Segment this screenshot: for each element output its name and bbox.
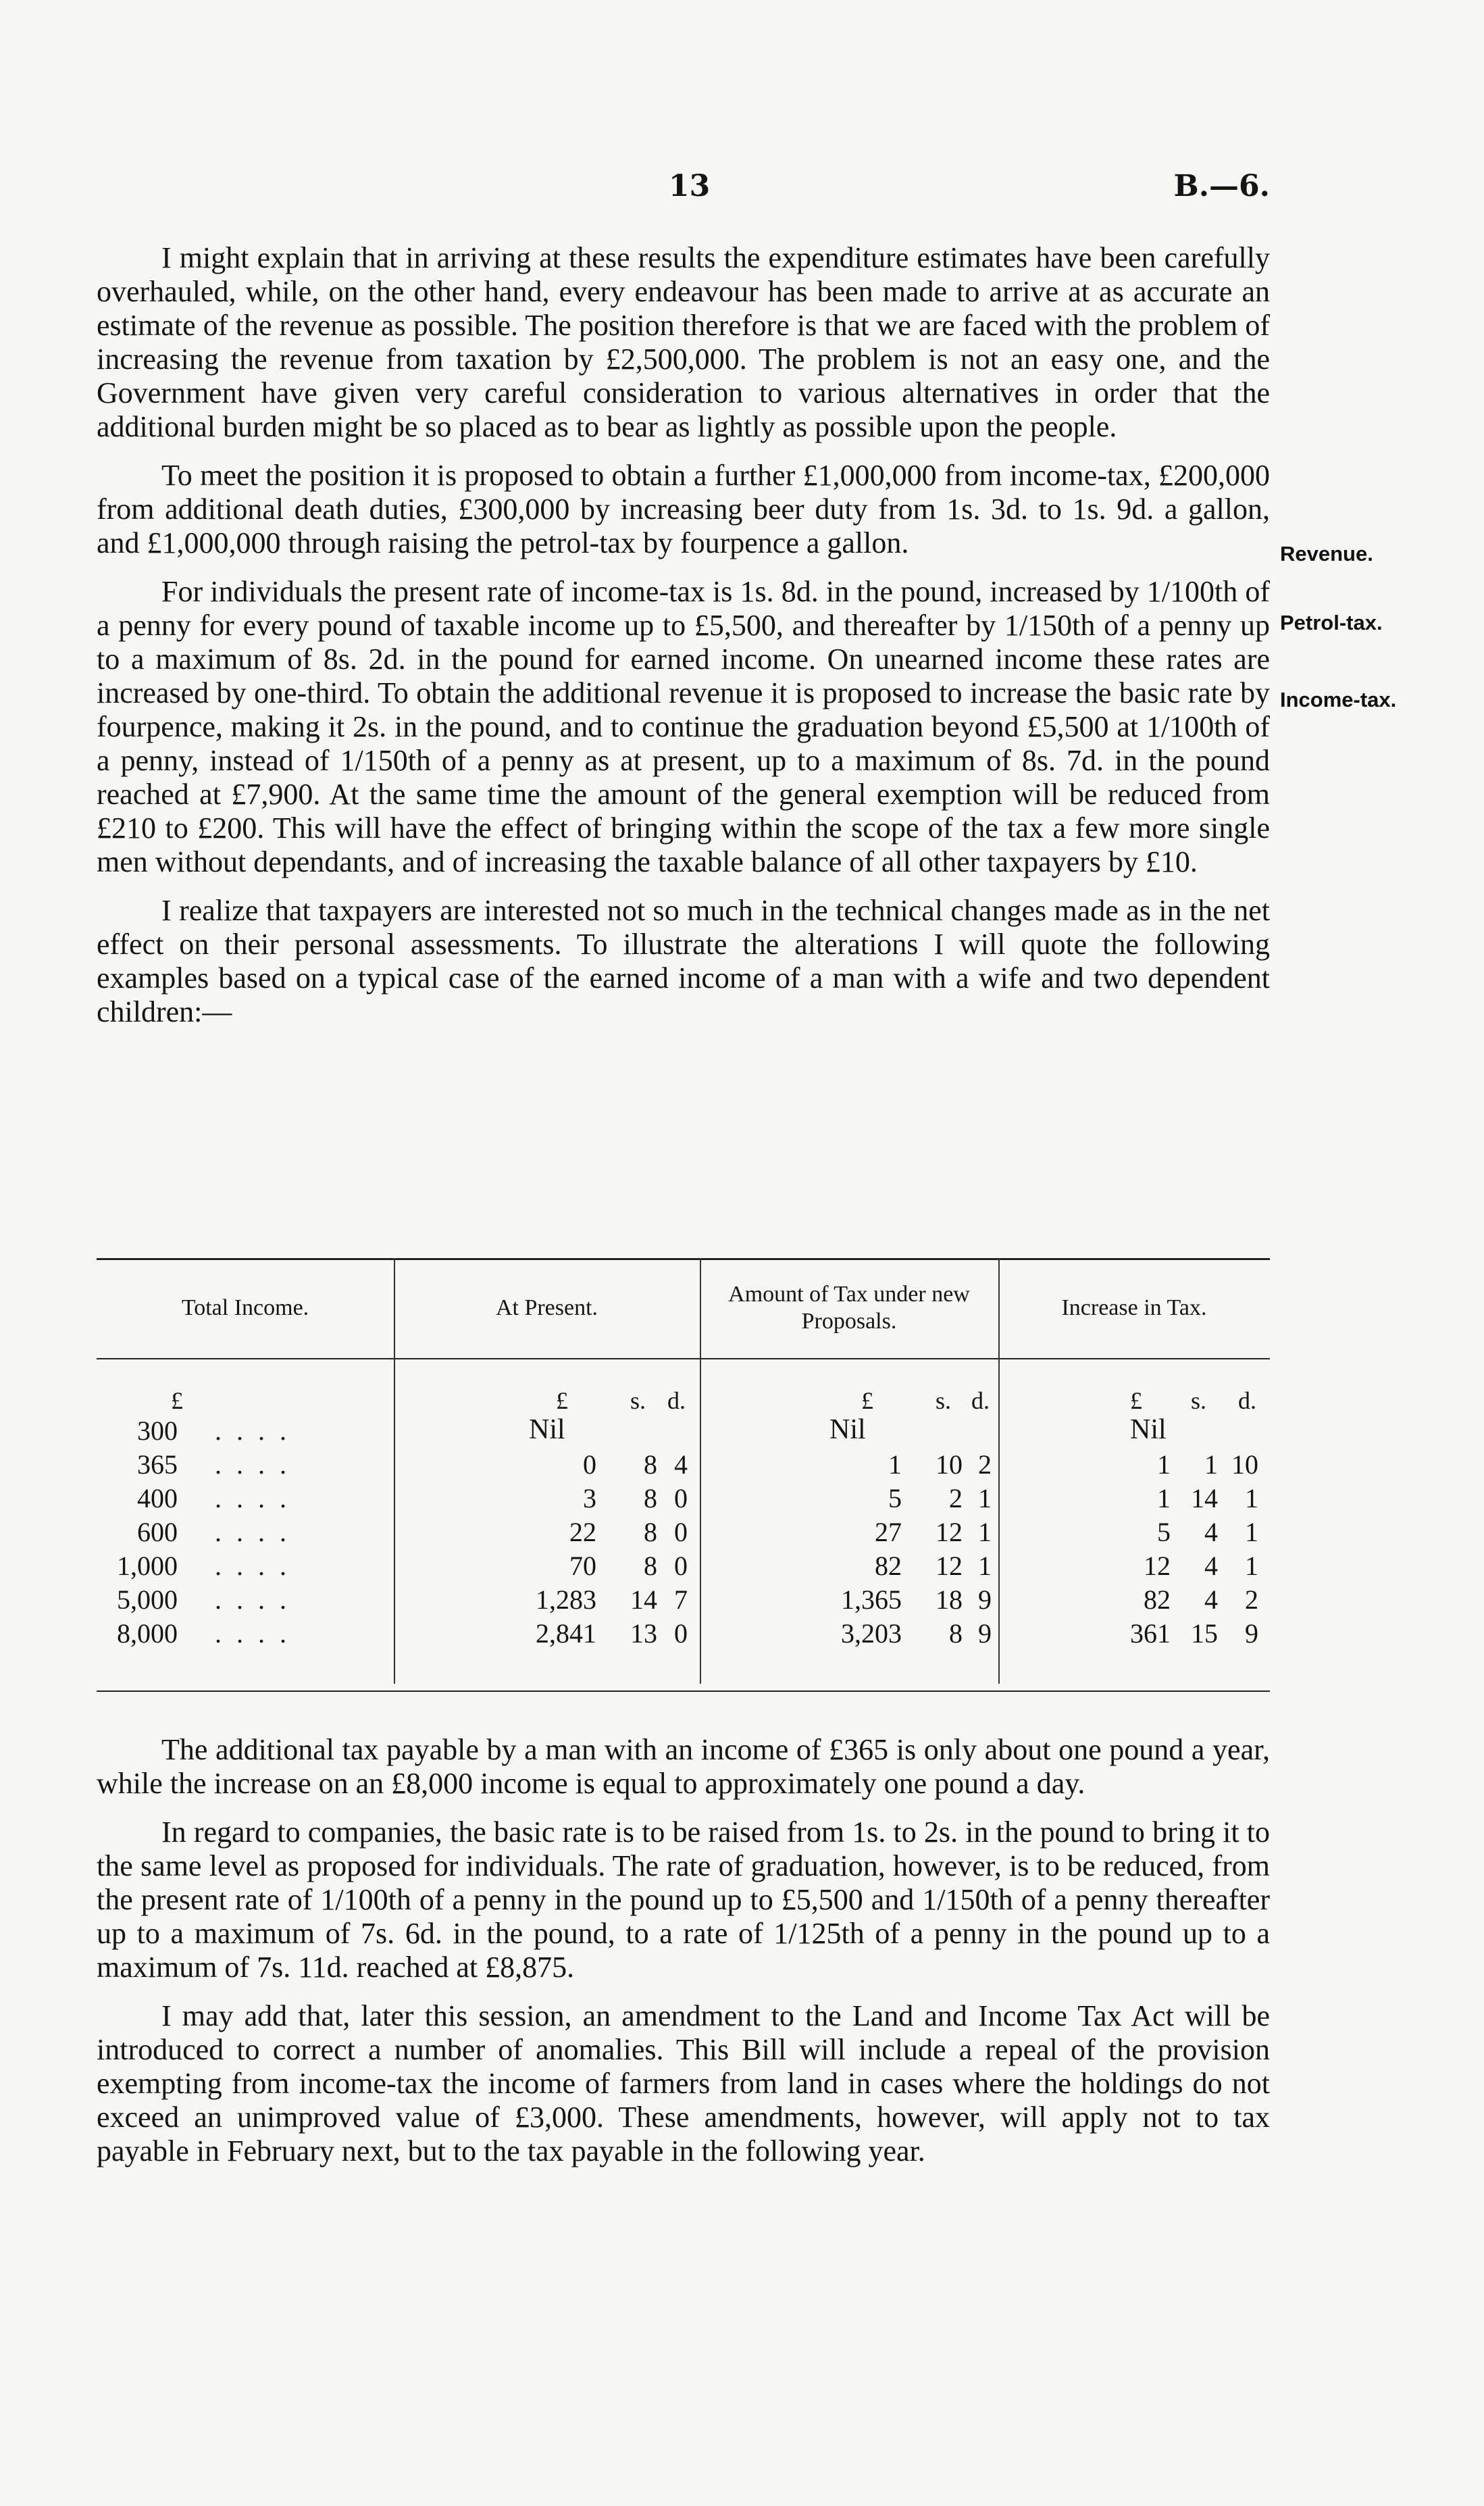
paragraph-revenue-proposals: To meet the position it is proposed to obtain a further £1,000,000 from income-tax, £200,000 from additional death duties, £300,000 by increasing beer duty from 1s. 3d. to 1s. 9d. a gallon, and £1,000,000 through raising the petrol-tax by fourpence a gallon. <box>97 459 1270 559</box>
proposed-shillings: 8 <box>949 1618 963 1649</box>
increase-nil: Nil <box>1130 1414 1167 1445</box>
header-new-proposals: Amount of Tax under new Proposals. <box>728 1282 970 1334</box>
paragraph-amendments: I may add that, later this session, an amendment to the Land and Income Tax Act will be introduced to correct a number of anomalies. This Bill will include a repeal of the provision exempting from income-tax the income of farmers from land in cases where the holdings do not exceed an unimproved value of £3,000. These amendments, however, will apply not to tax payable in February next, but to the tax payable in the following year. <box>97 1999 1270 2167</box>
header-at-present: At Present. <box>495 1295 598 1320</box>
increase-unit-shillings: s. <box>1191 1387 1207 1414</box>
increase-pounds: 1 <box>1157 1483 1171 1513</box>
present-pence: 4 <box>674 1449 688 1480</box>
income-value: 5,000 <box>117 1584 178 1615</box>
present-unit-pence: d. <box>667 1387 686 1414</box>
page-number: 13 <box>669 169 711 203</box>
page-header <box>101 169 1270 209</box>
increase-pounds: 12 <box>1144 1551 1171 1581</box>
present-pence: 0 <box>674 1551 688 1581</box>
paragraph-examples-intro: I realize that taxpayers are interested not so much in the technical changes made as in the net effect on their personal assessments. To illustrate the alterations I will quote the following examples based on a typical case of the earned income of a man with a wife and two dependent children:— <box>97 894 1270 1028</box>
present-pounds: 1,283 <box>536 1584 596 1615</box>
income-value: 400 <box>137 1483 178 1513</box>
increase-pounds: 1 <box>1157 1449 1171 1480</box>
income-unit-pound: £ <box>171 1387 183 1414</box>
proposed-unit-shillings: s. <box>936 1387 952 1414</box>
proposed-shillings: 10 <box>936 1449 963 1480</box>
increase-shillings: 1 <box>1204 1449 1218 1480</box>
margin-note-income-tax: Income-tax. <box>1280 688 1397 711</box>
income-value: 600 <box>137 1517 178 1547</box>
proposed-shillings: 12 <box>936 1551 963 1581</box>
present-unit-pounds: £ <box>556 1387 568 1414</box>
margin-note-petrol-tax: Petrol-tax. <box>1280 611 1383 634</box>
present-pounds: 2,841 <box>536 1618 596 1649</box>
increase-pence: 1 <box>1245 1483 1258 1513</box>
proposed-pence: 2 <box>978 1449 992 1480</box>
proposed-pounds: 27 <box>875 1517 902 1547</box>
proposed-pounds: 82 <box>875 1551 902 1581</box>
proposed-pounds: 1,365 <box>841 1584 902 1615</box>
proposed-unit-pounds: £ <box>861 1387 873 1414</box>
body-lower <box>97 1733 1270 2183</box>
paragraph-companies: In regard to companies, the basic rate is to be raised from 1s. to 2s. in the pound to bring it to the same level as proposed for individuals. The rate of graduation, however, is to be reduced, from the present rate of 1/100th of a penny in the pound up to £5,500 and 1/150th of a penny thereafter up to a maximum of 7s. 6d. in the pound, to a rate of 1/125th of a penny in the pound up to a maximum of 7s. 11d. reached at £8,875. <box>97 1815 1270 1984</box>
increase-shillings: 4 <box>1204 1517 1218 1547</box>
header-increase: Increase in Tax. <box>1061 1295 1207 1320</box>
leader-dots: . . . . <box>215 1584 290 1615</box>
body-upper <box>97 241 1270 1044</box>
proposed-pounds: 3,203 <box>841 1618 902 1649</box>
increase-shillings: 4 <box>1204 1551 1218 1581</box>
present-shillings: 14 <box>630 1584 657 1615</box>
increase-pounds: 5 <box>1157 1517 1171 1547</box>
leader-dots: . . . . <box>215 1618 290 1649</box>
increase-pence: 2 <box>1245 1584 1258 1615</box>
proposed-shillings: 2 <box>949 1483 963 1513</box>
present-pounds: 0 <box>583 1449 596 1480</box>
increase-shillings: 4 <box>1204 1584 1218 1615</box>
paragraph-expenditure: I might explain that in arriving at these results the expenditure estimates have been carefully overhauled, while, on the other hand, every endeavour has been made to arrive at as accurate an estimate of the revenue as possible. The position therefore is that we are faced with the problem of increasing the revenue from taxation by £2,500,000. The problem is not an easy one, and the Government have given very careful consideration to various alternatives in order that the additional burden might be so placed as to bear as lightly as possible upon the people. <box>97 241 1270 443</box>
present-pence: 0 <box>674 1483 688 1513</box>
table-header-rule <box>97 1358 1270 1359</box>
income-value: 8,000 <box>117 1618 178 1649</box>
present-unit-shillings: s. <box>630 1387 646 1414</box>
present-pence: 7 <box>674 1584 688 1615</box>
leader-dots: . . . . <box>215 1415 290 1446</box>
increase-pence: 1 <box>1245 1517 1258 1547</box>
income-value: 1,000 <box>117 1551 178 1581</box>
proposed-pence: 1 <box>978 1517 992 1547</box>
present-nil: Nil <box>529 1414 565 1445</box>
present-shillings: 8 <box>644 1517 657 1547</box>
present-shillings: 8 <box>644 1551 657 1581</box>
income-value: 300 <box>137 1415 178 1446</box>
leader-dots: . . . . <box>215 1551 290 1581</box>
increase-shillings: 14 <box>1191 1483 1218 1513</box>
proposed-pence: 9 <box>978 1584 992 1615</box>
increase-pence: 9 <box>1245 1618 1258 1649</box>
present-pounds: 70 <box>569 1551 596 1581</box>
proposed-shillings: 12 <box>936 1517 963 1547</box>
proposed-pounds: 5 <box>888 1483 902 1513</box>
income-value: 365 <box>137 1449 178 1480</box>
document-code: B.—6. <box>1173 169 1270 203</box>
leader-dots: . . . . <box>215 1449 290 1480</box>
proposed-unit-pence: d. <box>971 1387 990 1414</box>
header-total-income: Total Income. <box>181 1295 309 1320</box>
increase-pence: 10 <box>1231 1449 1258 1480</box>
present-pence: 0 <box>674 1618 688 1649</box>
present-shillings: 13 <box>630 1618 657 1649</box>
proposed-pence: 1 <box>978 1551 992 1581</box>
increase-shillings: 15 <box>1191 1618 1218 1649</box>
paragraph-income-tax-rates: For individuals the present rate of income-tax is 1s. 8d. in the pound, increased by 1/100th of a penny for every pound of taxable income up to £5,500, and thereafter by 1/150th of a penny up to a maximum of 8s. 2d. in the pound for earned income. On unearned income these rates are increased by one-third. To obtain the additional revenue it is proposed to increase the basic rate by fourpence, making it 2s. in the pound, and to continue the graduation beyond £5,500 at 1/100th of a penny, instead of 1/150th of a penny as at present, up to a maximum of 8s. 7d. in the pound reached at £7,900. At the same time the amount of the general exemption will be reduced from £210 to £200. This will have the effect of bringing within the scope of the tax a few more single men without dependants, and of increasing the taxable balance of all other taxpayers by £10. <box>97 575 1270 878</box>
increase-pence: 1 <box>1245 1551 1258 1581</box>
proposed-nil: Nil <box>829 1414 866 1445</box>
increase-pounds: 361 <box>1130 1618 1171 1649</box>
present-pounds: 22 <box>569 1517 596 1547</box>
increase-unit-pence: d. <box>1238 1387 1256 1414</box>
proposed-pounds: 1 <box>888 1449 902 1480</box>
paragraph-additional-tax: The additional tax payable by a man with an income of £365 is only about one pound a year, while the increase on an £8,000 income is equal to approximately one pound a day. <box>97 1733 1270 1800</box>
leader-dots: . . . . <box>215 1483 290 1513</box>
tax-comparison-table <box>97 1258 1270 1690</box>
proposed-pence: 9 <box>978 1618 992 1649</box>
increase-pounds: 82 <box>1144 1584 1171 1615</box>
leader-dots: . . . . <box>215 1517 290 1547</box>
proposed-pence: 1 <box>978 1483 992 1513</box>
present-pounds: 3 <box>583 1483 596 1513</box>
present-shillings: 8 <box>644 1483 657 1513</box>
proposed-shillings: 18 <box>936 1584 963 1615</box>
present-shillings: 8 <box>644 1449 657 1480</box>
increase-unit-pounds: £ <box>1130 1387 1142 1414</box>
margin-note-revenue: Revenue. <box>1280 542 1373 566</box>
table-bottom-rule <box>97 1690 1270 1692</box>
present-pence: 0 <box>674 1517 688 1547</box>
